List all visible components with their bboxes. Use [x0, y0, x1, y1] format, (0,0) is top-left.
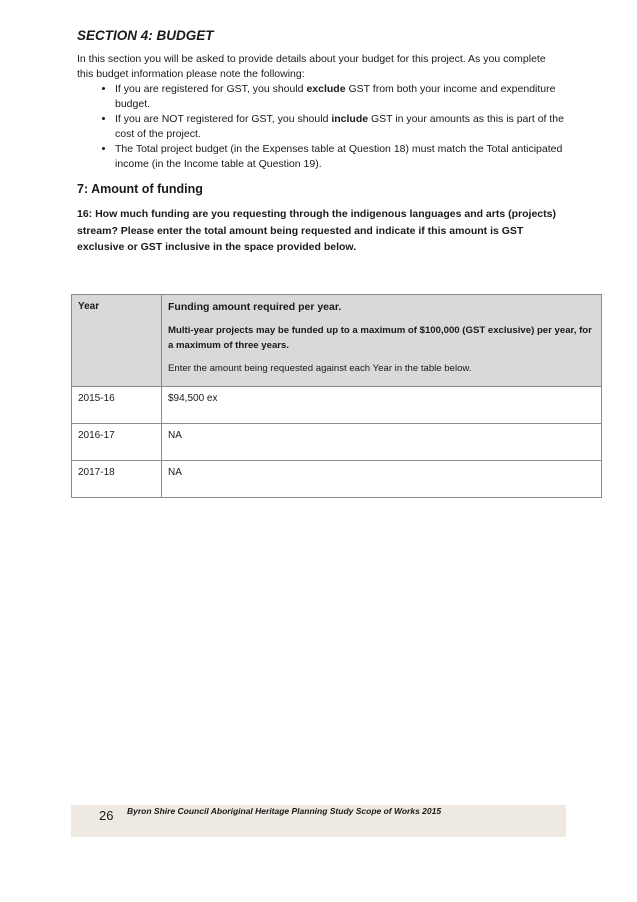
header-funding-title: Funding amount required per year.: [168, 301, 342, 313]
year-cell: 2016-17: [72, 424, 162, 461]
amount-cell[interactable]: NA: [162, 424, 602, 461]
header-funding-note: Multi-year projects may be funded up to a maximum of $100,000 (GST exclusive) per year, for a maximum of three years.: [168, 325, 592, 351]
table-header-row: [72, 295, 602, 387]
header-year-label: Year: [78, 301, 100, 312]
question-16: 16: How much funding are you requesting through the indigenous languages and arts (projects) stream? Please enter the total amount being requested and indicate if this amount is GST exclusive or GST inclusive in the space provided below.: [77, 208, 556, 253]
bullet-emphasis: include: [331, 113, 369, 125]
page-number: 26: [99, 808, 114, 823]
bullet-text: The Total project budget (in the Expenses table at Question 18) must match the Total anticipated income (in the Income table at Question 19).: [115, 143, 563, 170]
header-funding: [162, 295, 602, 387]
bullet-text: If you are registered for GST, you should: [115, 83, 307, 95]
year-cell: 2017-18: [72, 461, 162, 498]
section-title: SECTION 4: BUDGET: [77, 28, 214, 43]
funding-table: [71, 294, 602, 498]
footer-text: Byron Shire Council Aboriginal Heritage Planning Study Scope of Works 2015: [127, 806, 442, 816]
table-row: [72, 387, 602, 424]
bullet-text: GST from both your income and expenditure budget.: [115, 83, 556, 110]
list-item: [115, 82, 575, 112]
intro-paragraph: In this section you will be asked to provide details about your budget for this project. As you complete this budget information please note the following:: [77, 53, 546, 80]
amount-cell[interactable]: NA: [162, 461, 602, 498]
header-year: [72, 295, 162, 387]
list-item: [115, 112, 575, 142]
list-item: [115, 142, 575, 172]
page-footer: [71, 805, 566, 837]
table-row: [72, 461, 602, 498]
year-cell: 2015-16: [72, 387, 162, 424]
bullet-text: GST in your amounts as this is part of the cost of the project.: [115, 113, 564, 140]
amount-cell[interactable]: $94,500 ex: [162, 387, 602, 424]
table-row: [72, 424, 602, 461]
funding-heading: 7: Amount of funding: [77, 182, 203, 196]
bullet-emphasis: exclude: [306, 83, 346, 95]
bullet-text: If you are NOT registered for GST, you should: [115, 113, 332, 125]
gst-notes-list: [95, 82, 575, 172]
header-funding-instruction: Enter the amount being requested against each Year in the table below.: [168, 363, 472, 374]
